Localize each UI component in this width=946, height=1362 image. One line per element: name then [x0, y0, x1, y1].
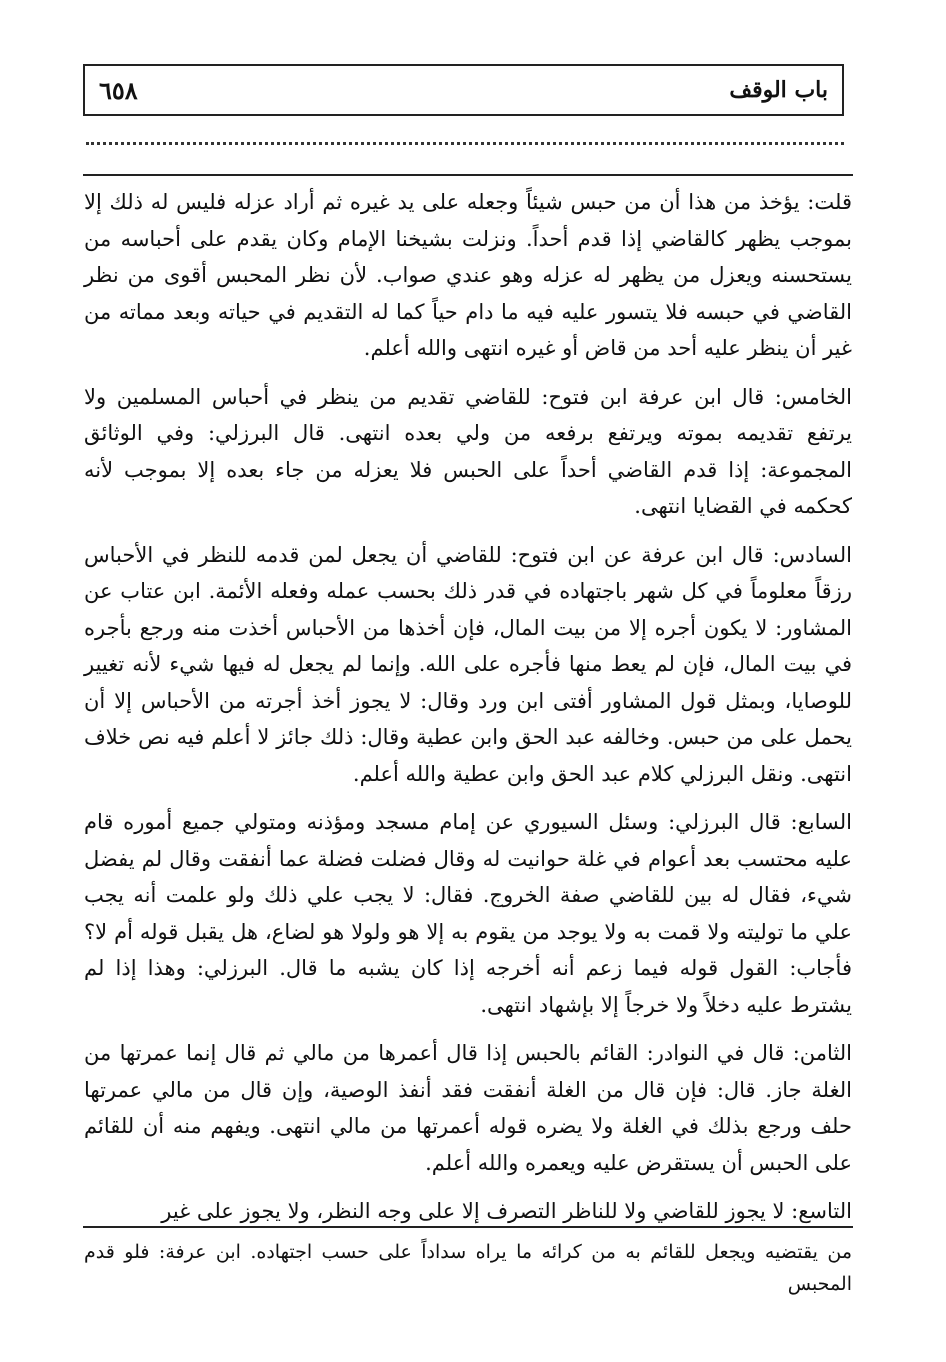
page-number: ٦٥٨ [99, 75, 138, 105]
running-header [83, 64, 844, 116]
paragraph-seventh: السابع: قال البرزلي: وسئل السيوري عن إمام مسجد ومؤذنه ومتولي جميع أموره قام عليه محتسب بعد أعوام في غلة حوانيت له وقال فضلت فضلة عما أنفقت وقال لم يفضل شيء، فقال له بين للقاضي صفة الخروج. فقال: لا يجب علي ذلك ولو علمت أنه يجب علي ما توليته ولا قمت به ولا يوجد من يقوم به إلا هو ولولا هو لضاع، هل يقبل قوله أم لا؟ فأجاب: القول قوله فيما زعم أنه أخرجه إذا كان يشبه ما قال. البرزلي: وهذا إذا لم يشترط عليه دخلاً ولا خرجاً إلا بإشهاد انتهى. [84, 810, 852, 1017]
chapter-title: باب الوقف [729, 77, 828, 103]
top-rule [83, 174, 853, 176]
paragraph-eighth: الثامن: قال في النوادر: القائم بالحبس إذا قال أعمرها من مالي ثم قال إنما عمرتها من الغلة جاز. قال: فإن قال من الغلة أنفقت فقد أنفذ الوصية، وإن قال من مالي عمرتها حلف ورجع بذلك في الغلة ولا يضره قوله أعمرتها من مالي انتهى. ويفهم منه أن للقائم على الحبس أن يستقرض عليه ويعمره والله أعلم. [84, 1041, 852, 1175]
paragraph-fifth: الخامس: قال ابن عرفة ابن فتوح: للقاضي تقديم من ينظر في أحباس المسلمين ولا يرتفع تقديمه بموته ويرتفع برفعه من ولي بعده انتهى. قال البرزلي: وفي الوثائق المجموعة: إذا قدم القاضي أحداً على الحبس فلا يعزله من جاء بعده إلا بموجب لأنه كحكمه في القضايا انتهى. [84, 384, 852, 518]
footnote: من يقتضيه ويجعل للقائم به من كرائه ما يراه سداداً على حسب اجتهاده. ابن عرفة: فلو قدم المحبس [84, 1241, 852, 1295]
footnote-rule [83, 1226, 853, 1228]
paragraph-ninth: التاسع: لا يجوز للقاضي ولا للناظر التصرف إلا على وجه النظر، ولا يجوز على غير [161, 1199, 852, 1223]
main-text [84, 184, 852, 1230]
dotted-separator [86, 142, 844, 145]
paragraph-sixth: السادس: قال ابن عرفة عن ابن فتوح: للقاضي أن يجعل لمن قدمه للنظر في الأحباس رزقاً معلوماً في كل شهر باجتهاده في قدر ذلك بحسب عمله وفعله الأئمة. ابن عتاب عن المشاور: لا يكون أجره إلا من بيت المال، فإن أخذها من الأحباس أخذت منه ورجع بأجره في بيت المال، فإن لم يعط منها فأجره على الله. وإنما لم يجعل له فيها شيء لأنه تغيير للوصايا، وبمثل قول المشاور أفتى ابن ورد وقال: لا يجوز أخذ أجرته من الأحباس إلا أن يحمل على من حبس. وخالفه عبد الحق وابن عطية وقال: ذلك جائز لا أعلم فيه نص خلاف انتهى. ونقل البرزلي كلام عبد الحق وابن عطية والله أعلم. [84, 542, 852, 786]
paragraph-qult: قلت: يؤخذ من هذا أن من حبس شيئاً وجعله على يد غيره ثم أراد عزله فليس له ذلك إلا بموجب يظهر كالقاضي إذا قدم أحداً. ونزلت بشيخنا الإمام وكان يقدم على أحباسه من يستحسنه ويعزل من يظهر له عزله وهو عندي صواب. لأن نظر المحبس أقوى من نظر القاضي في حبسه فلا يتسور عليه فيه ما دام حياً كما له التقديم في حياته وبعد مماته من غير أن ينظر عليه أحد من قاض أو غيره انتهى والله أعلم. [84, 190, 852, 360]
